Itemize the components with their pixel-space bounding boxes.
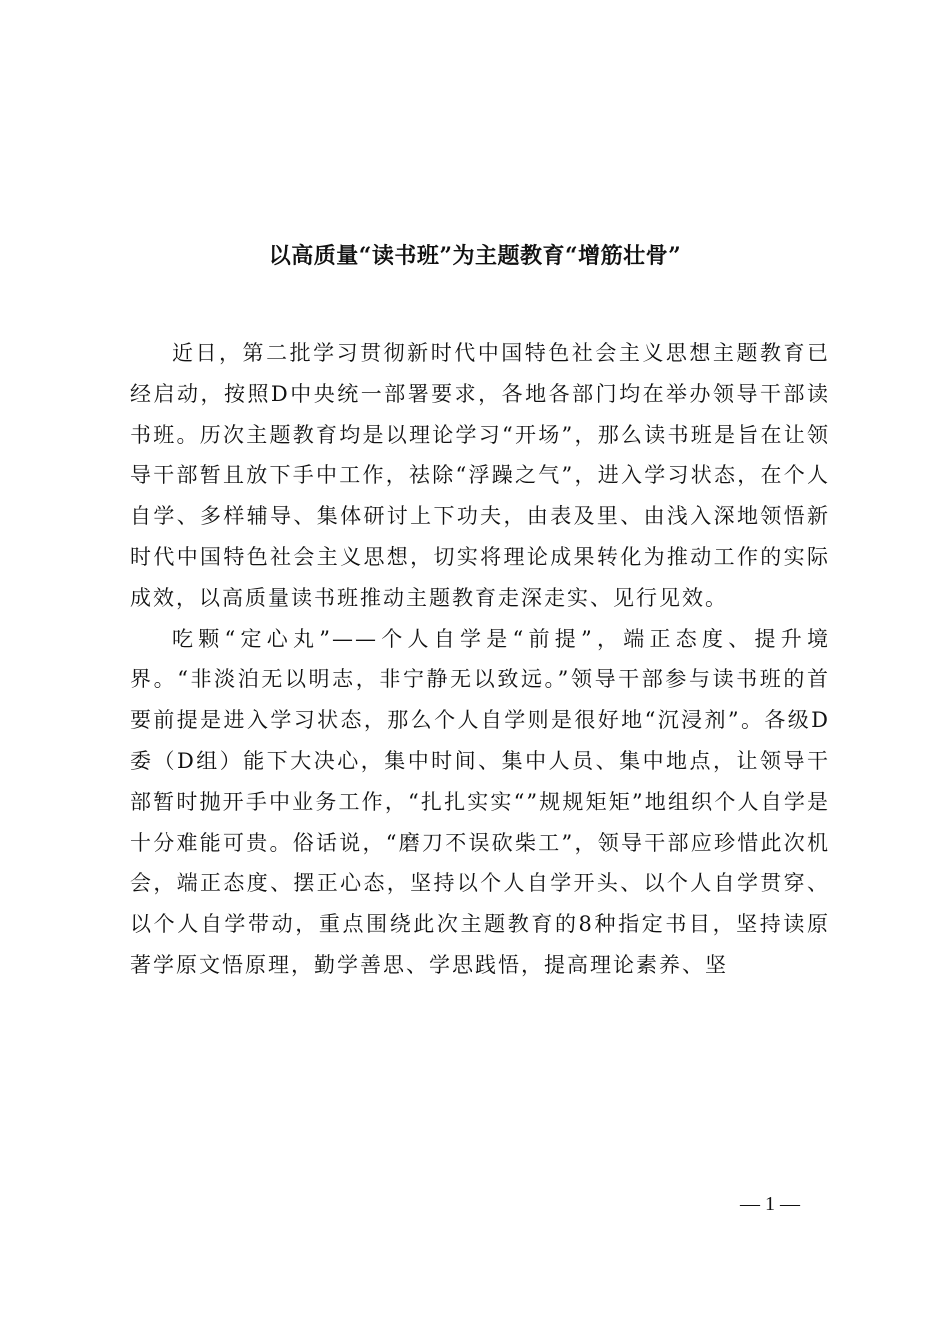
document-body (130, 333, 830, 986)
body-paragraph-2: 吃颗“定心丸”——个人自学是“前提”，端正态度、提升境界。“非淡泊无以明志，非宁静无以致远。”领导干部参与读书班的首要前提是进入学习状态，那么个人自学则是很好地“沉浸剂”。各级D委（D组）能下大决心，集中时间、集中人员、集中地点，让领导干部暂时抛开手中业务工作，“扎扎实实“”规规矩矩”地组织个人自学是十分难能可贵。俗话说，“磨刀不误砍柴工”，领导干部应珍惜此次机会，端正态度、摆正心态，坚持以个人自学开头、以个人自学贯穿、以个人自学带动，重点围绕此次主题教育的8种指定书目，坚持读原著学原文悟原理，勤学善思、学思践悟，提高理论素养、坚 (130, 626, 830, 977)
document-title: 以高质量“读书班”为主题教育“增筋壮骨” (268, 243, 682, 269)
body-paragraph-1: 近日，第二批学习贯彻新时代中国特色社会主义思想主题教育已经启动，按照D中央统一部署要求，各地各部门均在举办领导干部读书班。历次主题教育均是以理论学习“开场”，那么读书班是旨在让领导干部暂且放下手中工作，祛除“浮躁之气”，进入学习状态，在个人自学、多样辅导、集体研讨上下功夫，由表及里、由浅入深地领悟新时代中国特色社会主义思想，切实将理论成果转化为推动工作的实际成效，以高质量读书班推动主题教育走深走实、见行见效。 (130, 341, 830, 610)
page-number: — 1 — (740, 1193, 800, 1215)
